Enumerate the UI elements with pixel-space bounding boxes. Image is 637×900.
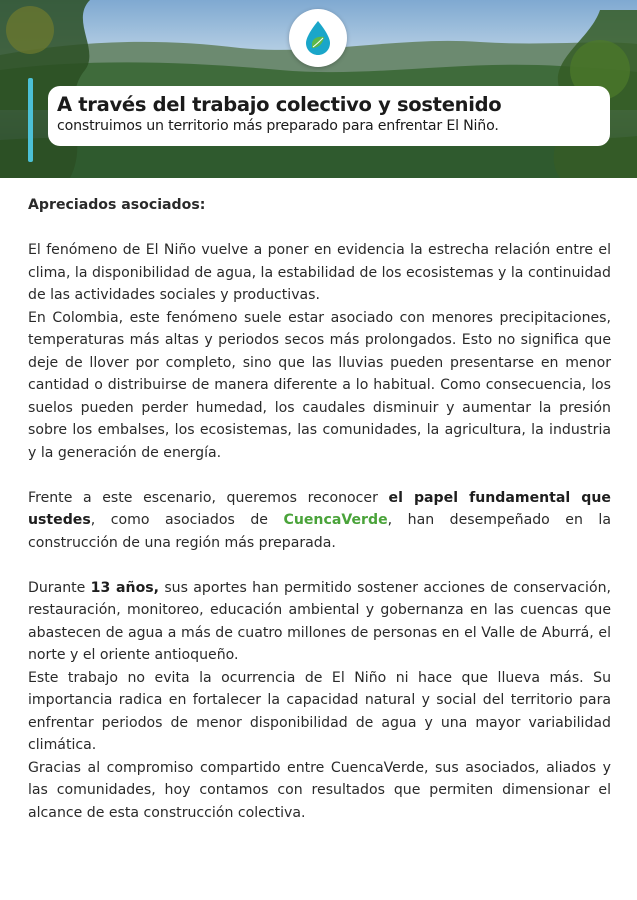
letter-greeting: Apreciados asociados: [28,197,206,213]
p4-text-a: Durante [28,579,91,596]
banner-subtitle: construimos un territorio más preparado para enfrentar El Niño. [57,118,499,134]
paragraph-6: Gracias al compromiso compartido entre CuencaVerde, sus asociados, aliados y las comunidades, hoy contamos con resultados que permiten dimensionar el alcance de esta construcción colectiva. [28,759,611,821]
accent-bar [28,78,33,162]
paragraph-5: Este trabajo no evita la ocurrencia de El Niño ni hace que llueva más. Su importancia radica en fortalecer la capacidad natural y social del territorio para enfrentar periodos de menor disponibilidad de agua y una mayor variabilidad climática. [28,669,611,753]
title-banner [48,86,610,146]
letter-body [28,194,611,824]
paragraph-1: El fenómeno de El Niño vuelve a poner en evidencia la estrecha relación entre el clima, la disponibilidad de agua, la estabilidad de los ecosistemas y la continuidad de las actividades sociales y productivas. [28,242,611,303]
brand-name-cuencaverde: CuencaVerde [283,512,388,528]
cuencaverde-logo [289,9,347,67]
p4-years-bold: 13 años, [90,579,160,596]
p4-text-c: sus aportes han permitido sostener acciones de conservación, restauración, monitoreo, educación ambiental y gobernanza en las cuencas que abastecen de agua a más de cuatro millones de personas en el Valle de Aburrá, el norte y el oriente antioqueño. [28,579,611,663]
paragraph-4 [28,577,611,667]
banner-title: A través del trabajo colectivo y sostenido [57,93,502,116]
p3-text-e: , han desempeñado en la construcción de una región más preparada. [28,512,611,551]
paragraph-2: En Colombia, este fenómeno suele estar asociado con menores precipitaciones, temperaturas más altas y periodos secos más prolongados. Esto no significa que deje de llover por completo, sino que las lluvias pueden presentarse en menor cantidad o distribuirse de manera diferente a lo habitual. Como consecuencia, los suelos pueden perder humedad, los caudales disminuir y aumentar la presión sobre los embalses, los ecosistemas, las comunidades, la agricultura, la industria y la generación de energía. [28,309,611,461]
p3-text-c: , como asociados de [90,512,284,528]
p3-text-a: Frente a este escenario, queremos reconocer [28,489,389,506]
paragraph-3 [28,487,611,555]
water-drop-logo-icon [303,20,333,56]
p3-bold-text: el papel fundamental que ustedes [28,489,611,528]
